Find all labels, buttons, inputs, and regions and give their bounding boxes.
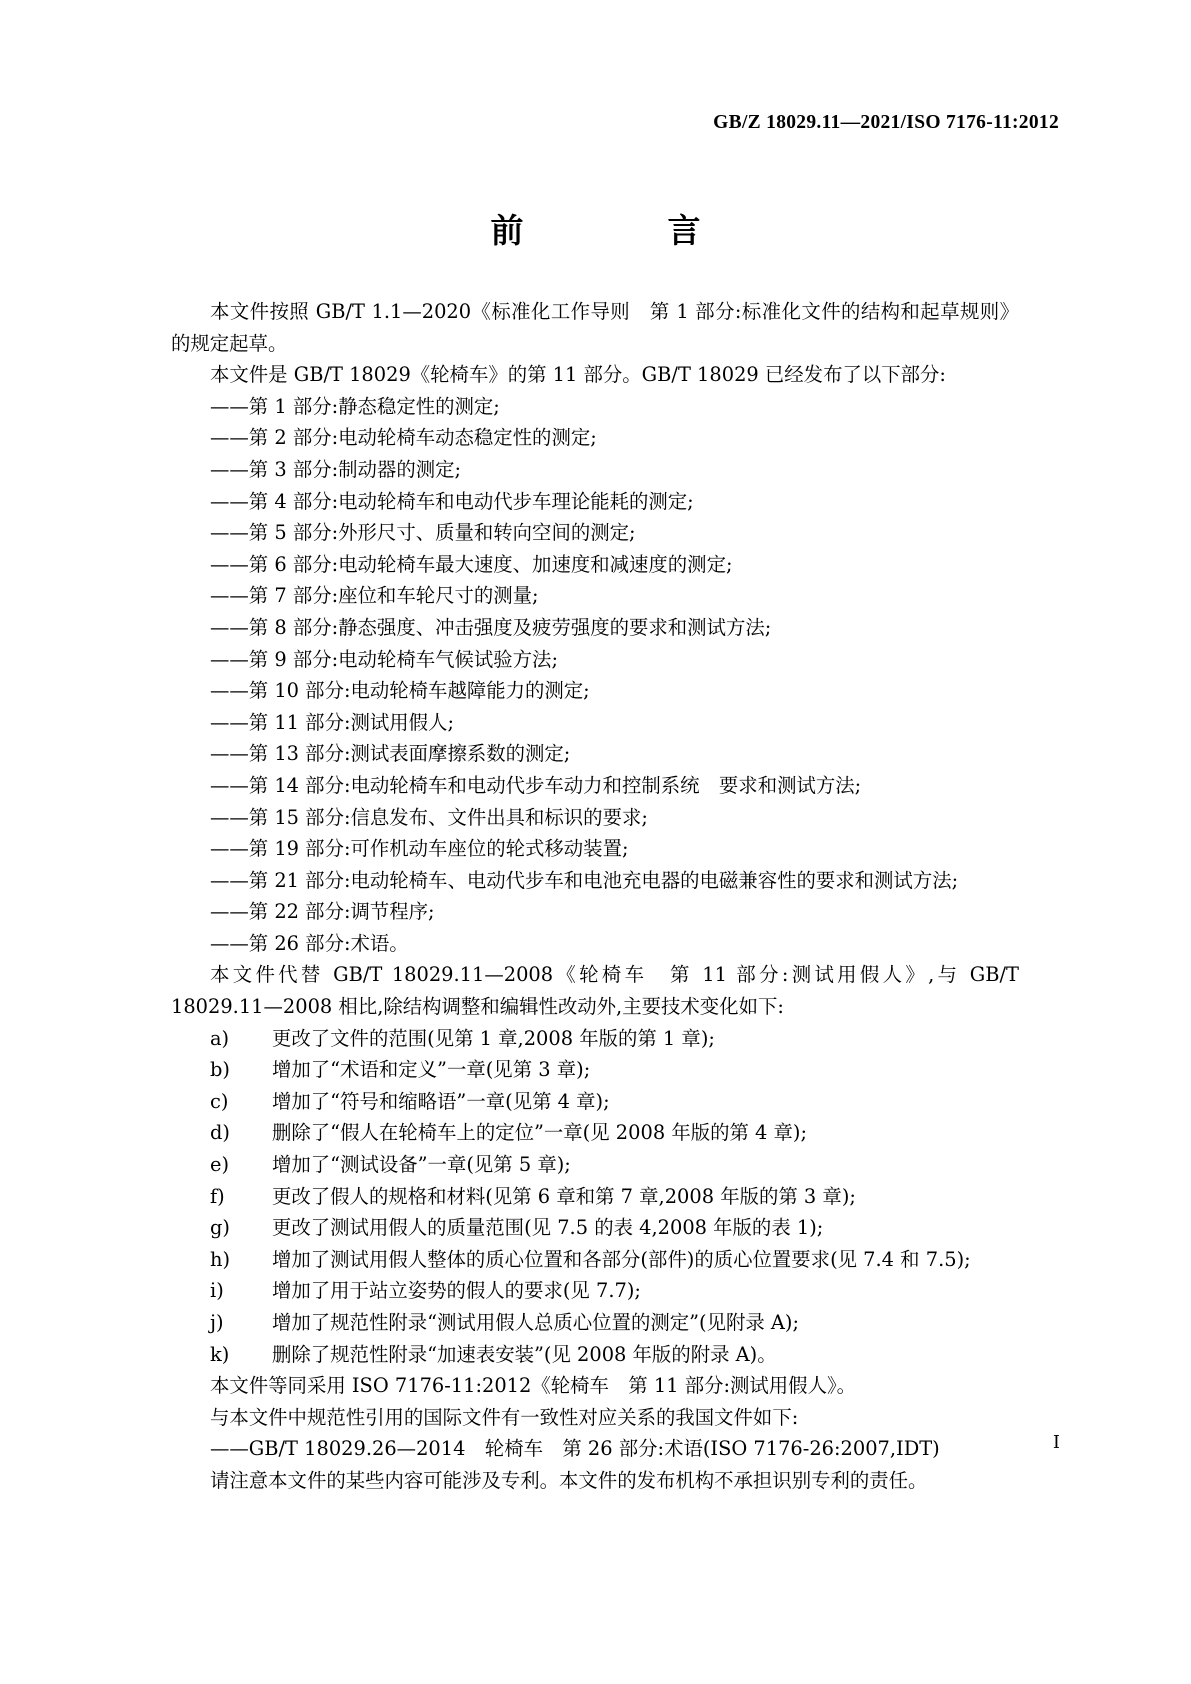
part-list-item: ——第 15 部分:信息发布、文件出具和标识的要求; [210, 805, 648, 829]
change-text: 增加了规范性附录“测试用假人总质心位置的测定”(见附录 A); [272, 1311, 800, 1334]
part-list-item: ——第 2 部分:电动轮椅车动态稳定性的测定; [210, 426, 597, 450]
paragraph-1: 本文件按照 GB/T 1.1—2020《标准化工作导则 第 1 部分:标准化文件的结构和起草规则》的规定起草。 [171, 300, 1019, 355]
paragraph-5: 与本文件中规范性引用的国际文件有一致性对应关系的我国文件如下: [210, 1405, 799, 1429]
part-list-item: ——第 1 部分:静态稳定性的测定; [210, 394, 500, 418]
change-list-item [171, 1212, 1019, 1244]
change-marker: a) [210, 1026, 230, 1050]
change-text: 更改了测试用假人的质量范围(见 7.5 的表 4,2008 年版的表 1); [272, 1216, 824, 1240]
change-text: 更改了假人的规格和材料(见第 6 章和第 7 章,2008 年版的第 3 章); [272, 1184, 856, 1208]
part-list-item: ——第 13 部分:测试表面摩擦系数的测定; [210, 742, 571, 766]
change-text: 增加了用于站立姿势的假人的要求(见 7.7); [272, 1279, 641, 1303]
part-list-item: ——第 10 部分:电动轮椅车越障能力的测定; [210, 679, 590, 703]
part-list-item: ——第 22 部分:调节程序; [210, 900, 435, 924]
paragraph-2: 本文件是 GB/T 18029《轮椅车》的第 11 部分。GB/T 18029 已经发布了以下部分: [210, 363, 946, 387]
paragraph-3: 本文件代替 GB/T 18029.11—2008《轮椅车 第 11 部分:测试用假人》,与 GB/T 18029.11—2008 相比,除结构调整和编辑性改动外,主要技术变化如下: [171, 963, 1019, 1019]
change-list-item [171, 1086, 1019, 1118]
change-marker: g) [210, 1216, 230, 1240]
part-list-item: ——第 8 部分:静态强度、冲击强度及疲劳强度的要求和测试方法; [210, 615, 772, 639]
change-list-item [171, 1149, 1019, 1181]
part-list-item: ——第 4 部分:电动轮椅车和电动代步车理论能耗的测定; [210, 489, 694, 513]
change-marker: c) [210, 1089, 229, 1113]
change-marker: f) [210, 1184, 225, 1208]
change-text: 增加了“术语和定义”一章(见第 3 章); [272, 1058, 591, 1082]
part-list-item: ——第 21 部分:电动轮椅车、电动代步车和电池充电器的电磁兼容性的要求和测试方法; [210, 868, 959, 892]
change-list-item [171, 1023, 1019, 1055]
change-text: 删除了“假人在轮椅车上的定位”一章(见 2008 年版的第 4 章); [272, 1121, 808, 1145]
change-list-item [171, 1307, 1019, 1339]
part-list-item: ——第 9 部分:电动轮椅车气候试验方法; [210, 647, 558, 671]
change-list-item [171, 1275, 1019, 1307]
change-list-item [171, 1339, 1019, 1371]
document-body [171, 296, 1019, 1497]
change-marker: k) [210, 1342, 230, 1366]
part-list-item: ——第 3 部分:制动器的测定; [210, 457, 462, 481]
page-number: Ⅰ [1052, 1432, 1060, 1452]
change-text: 增加了“符号和缩略语”一章(见第 4 章); [272, 1089, 610, 1113]
change-marker: e) [210, 1153, 230, 1177]
change-text: 更改了文件的范围(见第 1 章,2008 年版的第 1 章); [272, 1026, 715, 1050]
change-list-item [171, 1244, 1019, 1276]
change-marker: h) [210, 1247, 231, 1271]
part-list-item: ——第 11 部分:测试用假人; [210, 710, 454, 734]
change-list-item [171, 1181, 1019, 1213]
part-list-item: ——第 6 部分:电动轮椅车最大速度、加速度和减速度的测定; [210, 552, 733, 576]
change-text: 增加了测试用假人整体的质心位置和各部分(部件)的质心位置要求(见 7.4 和 7.5); [272, 1247, 971, 1271]
change-text: 增加了“测试设备”一章(见第 5 章); [272, 1153, 571, 1177]
change-marker: i) [210, 1279, 224, 1303]
change-text: 删除了规范性附录“加速表安装”(见 2008 年版的附录 A)。 [272, 1342, 777, 1366]
change-marker: d) [210, 1121, 230, 1145]
change-list-item [171, 1117, 1019, 1149]
change-list-item [171, 1054, 1019, 1086]
page-title: 前 言 [490, 211, 727, 250]
part-list-item: ——第 5 部分:外形尺寸、质量和转向空间的测定; [210, 521, 636, 545]
paragraph-7: 请注意本文件的某些内容可能涉及专利。本文件的发布机构不承担识别专利的责任。 [210, 1468, 928, 1492]
part-list-item: ——第 7 部分:座位和车轮尺寸的测量; [210, 584, 539, 608]
part-list-item: ——第 26 部分:术语。 [210, 931, 409, 955]
page-header-standard-code: GB/Z 18029.11—2021/ISO 7176-11:2012 [713, 112, 1059, 133]
change-marker: j) [210, 1311, 224, 1334]
reference-list-item: ——GB/T 18029.26—2014 轮椅车 第 26 部分:术语(ISO 7176-26:2007,IDT) [210, 1437, 940, 1461]
part-list-item: ——第 14 部分:电动轮椅车和电动代步车动力和控制系统 要求和测试方法; [210, 773, 862, 797]
paragraph-4: 本文件等同采用 ISO 7176-11:2012《轮椅车 第 11 部分:测试用假人》。 [210, 1374, 857, 1398]
part-list-item: ——第 19 部分:可作机动车座位的轮式移动装置; [210, 837, 629, 861]
change-marker: b) [210, 1058, 230, 1082]
